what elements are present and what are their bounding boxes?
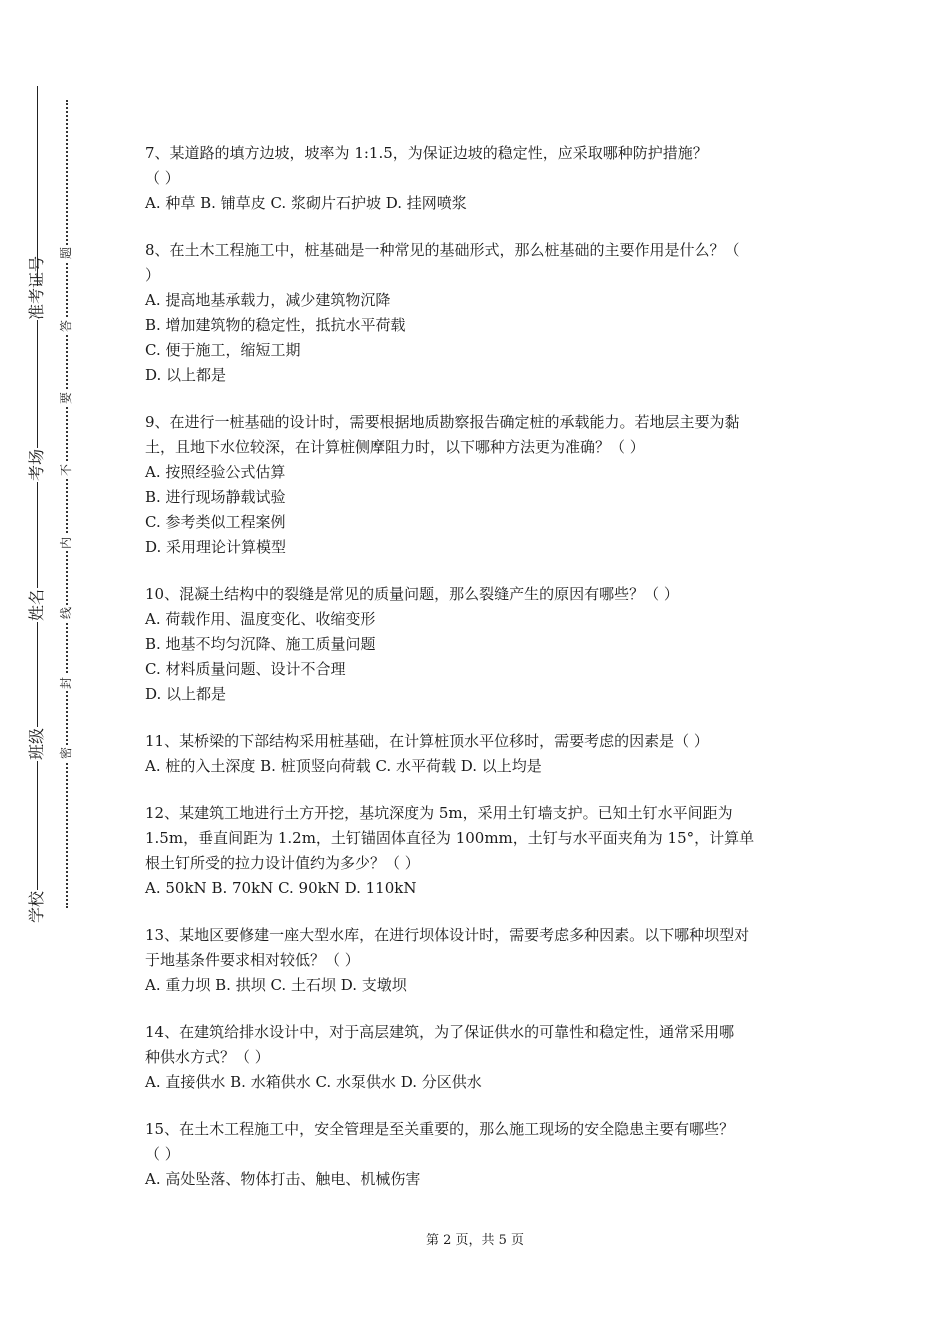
question-stem: 8、在土木工程施工中，桩基础是一种常见的基础形式，那么桩基础的主要作用是什么？（ [145,241,740,259]
question-option: D. 采用理论计算模型 [145,538,287,556]
question-stem: 15、在土木工程施工中，安全管理是至关重要的，那么施工现场的安全隐患主要有哪些？ [145,1120,735,1138]
question-stem: 于地基条件要求相对较低？（ ） [145,951,360,969]
seal-char: 题 [59,247,73,260]
question-stem: ） [145,266,161,284]
question-14 [145,1020,825,1095]
field-class: 班级 [20,727,54,761]
seal-char: 要 [59,392,73,405]
question-option: B. 进行现场静载试验 [145,488,286,506]
question-15 [145,1117,825,1192]
question-option: D. 以上都是 [145,685,227,703]
question-7 [145,141,825,216]
seal-char: 密 [59,747,73,760]
question-10 [145,582,825,707]
question-stem: 根土钉所受的拉力设计值约为多少？（ ） [145,854,420,872]
question-12 [145,801,825,901]
binding-margin [0,0,110,1344]
question-stem: 13、某地区要修建一座大型水库，在进行坝体设计时，需要考虑多种因素。以下哪种坝型对 [145,926,750,944]
question-stem: 14、在建筑给排水设计中，对于高层建筑，为了保证供水的可靠性和稳定性，通常采用哪 [145,1023,735,1041]
question-stem: 10、混凝土结构中的裂缝是常见的质量问题，那么裂缝产生的原因有哪些？（ ） [145,585,679,603]
field-school: 学校 [20,890,54,924]
question-option: C. 材料质量问题、设计不合理 [145,660,346,678]
question-13 [145,923,825,998]
seal-dotted-line [66,100,68,908]
question-option: C. 参考类似工程案例 [145,513,286,531]
question-option: A. 荷载作用、温度变化、收缩变形 [145,610,376,628]
seal-char: 内 [59,537,73,550]
seal-char: 不 [59,464,73,477]
seal-char: 答 [59,320,73,333]
question-options: A. 重力坝 B. 拱坝 C. 土石坝 D. 支墩坝 [145,976,407,994]
question-option: B. 地基不均匀沉降、施工质量问题 [145,635,376,653]
question-stem: 种供水方式？（ ） [145,1048,270,1066]
question-stem: （ ） [145,1145,180,1163]
page-number: 第 2 页，共 5 页 [425,1233,525,1248]
question-list [145,141,825,1214]
question-options: A. 桩的入土深度 B. 桩顶竖向荷载 C. 水平荷载 D. 以上均是 [145,757,542,775]
question-stem: 12、某建筑工地进行土方开挖，基坑深度为 5m，采用土钉墙支护。已知土钉水平间距为 [145,804,733,822]
question-option: A. 提高地基承载力，减少建筑物沉降 [145,291,391,309]
question-11 [145,729,825,779]
question-stem: 11、某桥梁的下部结构采用桩基础，在计算桩顶水平位移时，需要考虑的因素是（ ） [145,732,709,750]
question-stem: 9、在进行一桩基础的设计时，需要根据地质勘察报告确定桩的承载能力。若地层主要为黏 [145,413,740,431]
field-name: 姓名 [20,588,54,622]
question-options: A. 直接供水 B. 水箱供水 C. 水泵供水 D. 分区供水 [145,1073,482,1091]
question-9 [145,410,825,560]
question-stem: 1.5m，垂直间距为 1.2m，土钉锚固体直径为 100mm，土钉与水平面夹角为 15°，计算单 [145,829,755,847]
question-option: A. 按照经验公式估算 [145,463,286,481]
binding-solid-line [37,86,38,916]
seal-char: 封 [59,677,73,690]
question-option: D. 以上都是 [145,366,227,384]
question-8 [145,238,825,388]
question-option: A. 高处坠落、物体打击、触电、机械伤害 [145,1170,421,1188]
question-options: A. 50kN B. 70kN C. 90kN D. 110kN [145,879,417,897]
question-option: C. 便于施工，缩短工期 [145,341,301,359]
question-options: A. 种草 B. 铺草皮 C. 浆砌片石护坡 D. 挂网喷浆 [145,194,467,212]
field-exam-number: 准考证号 [20,286,54,320]
question-stem: 土，且地下水位较深，在计算桩侧摩阻力时，以下哪种方法更为准确？（ ） [145,438,645,456]
field-exam-room: 考场 [20,448,54,482]
question-option: B. 增加建筑物的稳定性，抵抗水平荷载 [145,316,406,334]
seal-char: 线 [59,607,73,620]
question-stem: （ ） [145,169,180,187]
question-stem: 7、某道路的填方边坡，坡率为 1:1.5，为保证边坡的稳定性，应采取哪种防护措施？ [145,144,708,162]
